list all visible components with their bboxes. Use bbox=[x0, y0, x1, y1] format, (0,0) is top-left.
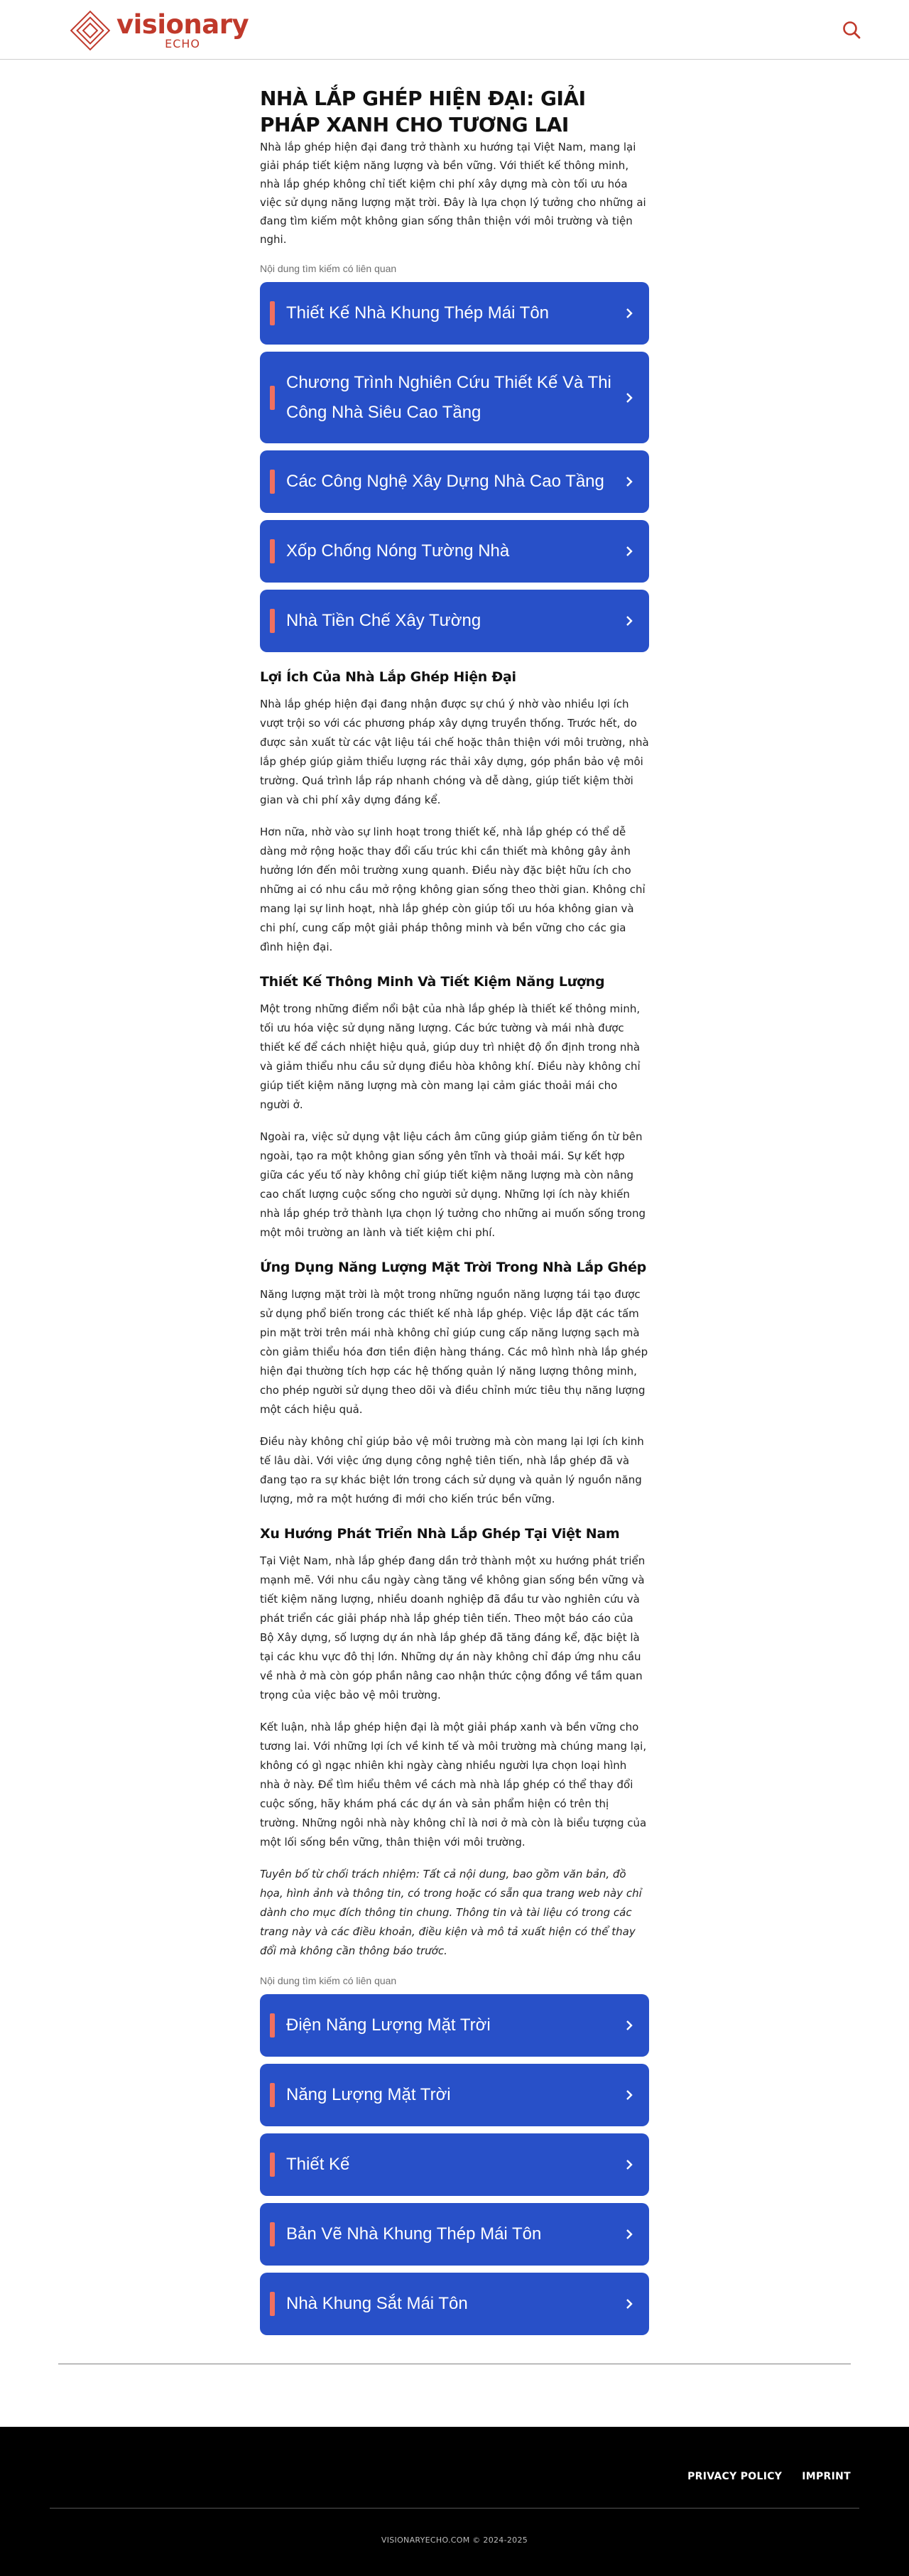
diamond-logo-icon bbox=[67, 7, 114, 54]
related-item[interactable] bbox=[260, 2273, 649, 2335]
chevron-right-icon bbox=[624, 2229, 635, 2240]
chevron-right-icon bbox=[624, 2298, 635, 2310]
section-heading: Thiết Kế Thông Minh Và Tiết Kiệm Năng Lượng bbox=[260, 974, 605, 990]
related-item-label: Chương Trình Nghiên Cứu Thiết Kế Và Thi Công Nhà Siêu Cao Tầng bbox=[286, 372, 611, 422]
related-item[interactable] bbox=[260, 352, 649, 443]
paragraph: Điều này không chỉ giúp bảo vệ môi trường mà còn mang lại lợi ích kinh tế lâu dài. Với việc ứng dụng công nghệ tiên tiến, nhà lắp ghép đã và đang tạo ra sự khác biệt lớn trong cách sử dụng và quản lý nguồn năng lượng, mở ra một hướng đi mới cho kiến trúc bền vững. bbox=[260, 1435, 644, 1505]
related-label-top: Nội dung tìm kiếm có liên quan bbox=[260, 263, 397, 274]
related-item-label: Nhà Khung Sắt Mái Tôn bbox=[286, 2294, 468, 2313]
logo-subtitle: ECHO bbox=[165, 37, 200, 50]
imprint-link[interactable]: IMPRINT bbox=[802, 2471, 851, 2482]
site-header bbox=[0, 0, 909, 60]
related-item-label: Bản Vẽ Nhà Khung Thép Mái Tôn bbox=[286, 2224, 542, 2244]
related-item-label: Các Công Nghệ Xây Dựng Nhà Cao Tầng bbox=[286, 472, 604, 491]
accent-bar bbox=[270, 539, 275, 563]
related-list-top bbox=[260, 282, 649, 652]
paragraph: Nhà lắp ghép hiện đại đang nhận được sự chú ý nhờ vào nhiều lợi ích vượt trội so với các phương pháp xây dựng truyền thống. Trước hết, do được sản xuất từ các vật liệu tái chế hoặc thân thiện với môi trường, nhà lắp ghép giúp giảm thiểu lượng rác thải xây dựng, góp phần bảo vệ môi trường. Quá trình lắp ráp nhanh chóng và dễ dàng, giúp tiết kiệm thời gian và chi phí xây dựng đáng kể. bbox=[260, 698, 649, 806]
paragraph: Một trong những điểm nổi bật của nhà lắp ghép là thiết kế thông minh, tối ưu hóa việc sử dụng năng lượng. Các bức tường và mái nhà được thiết kế để cách nhiệt hiệu quả, giúp duy trì nhiệt độ ổn định trong nhà và giảm thiểu nhu cầu sử dụng điều hòa không khí. Điều này không chỉ giúp tiết kiệm năng lượng mà còn mang lại cảm giác thoải mái cho người ở. bbox=[260, 1002, 641, 1111]
accent-bar bbox=[270, 301, 275, 325]
chevron-right-icon bbox=[624, 308, 635, 319]
accent-bar bbox=[270, 470, 275, 494]
related-item[interactable] bbox=[260, 2133, 649, 2196]
related-item-label: Thiết Kế Nhà Khung Thép Mái Tôn bbox=[286, 303, 550, 323]
chevron-right-icon bbox=[624, 476, 635, 487]
footer-divider bbox=[50, 2508, 859, 2509]
related-item-label: Xốp Chống Nóng Tường Nhà bbox=[286, 541, 510, 561]
chevron-right-icon bbox=[624, 392, 635, 404]
related-item-label: Năng Lượng Mặt Trời bbox=[286, 2085, 451, 2104]
related-item[interactable] bbox=[260, 590, 649, 652]
paragraph: Tại Việt Nam, nhà lắp ghép đang dần trở thành một xu hướng phát triển mạnh mẽ. Với nhu cầu ngày càng tăng về không gian sống bền vững và tiết kiệm năng lượng, nhiều doanh nghiệp đã đầu tư vào nghiên cứu và phát triển các giải pháp nhà lắp ghép tiên tiến. Theo một báo cáo của Bộ Xây dựng, số lượng dự án nhà lắp ghép đã tăng đáng kể, đặc biệt là tại các khu vực đô thị lớn. Những dự án này không chỉ đáp ứng nhu cầu về nhà ở mà còn góp phần nâng cao nhận thức cộng đồng về tầm quan trọng của việc bảo vệ môi trường. bbox=[260, 1554, 646, 1701]
page-title: NHÀ LẮP GHÉP HIỆN ĐẠI: GIẢI PHÁP XANH CHO TƯƠNG LAI bbox=[260, 87, 586, 136]
related-item[interactable] bbox=[260, 450, 649, 513]
footer-nav bbox=[687, 2471, 851, 2482]
chevron-right-icon bbox=[624, 2020, 635, 2031]
accent-bar bbox=[270, 609, 275, 633]
related-list-bottom bbox=[260, 1994, 649, 2335]
logo-wordmark bbox=[116, 11, 249, 50]
article-main bbox=[260, 60, 649, 2335]
article-section bbox=[260, 668, 649, 957]
paragraph: Năng lượng mặt trời là một trong những nguồn năng lượng tái tạo được sử dụng phổ biến trong các thiết kế nhà lắp ghép. Việc lắp đặt các tấm pin mặt trời trên mái nhà không chỉ giúp cung cấp năng lượng sạch mà còn giảm thiểu hóa đơn tiền điện hàng tháng. Các mô hình nhà lắp ghép hiện đại thường tích hợp các hệ thống quản lý năng lượng thông minh, cho phép người sử dụng theo dõi và điều chỉnh mức tiêu thụ năng lượng một cách hiệu quả. bbox=[260, 1288, 648, 1416]
copyright-text: VISIONARYECHO.COM © 2024-2025 bbox=[381, 2536, 528, 2545]
accent-bar bbox=[270, 2153, 275, 2177]
accent-bar bbox=[270, 2013, 275, 2037]
chevron-right-icon bbox=[624, 615, 635, 627]
related-item[interactable] bbox=[260, 520, 649, 583]
chevron-right-icon bbox=[624, 2089, 635, 2101]
accent-bar bbox=[270, 2292, 275, 2316]
related-item[interactable] bbox=[260, 2064, 649, 2126]
article-section bbox=[260, 1258, 649, 1509]
article-intro: Nhà lắp ghép hiện đại đang trở thành xu hướng tại Việt Nam, mang lại giải pháp tiết kiệm năng lượng và bền vững. Với thiết kế thông minh, nhà lắp ghép không chỉ tiết kiệm chi phí xây dựng mà còn tối ưu hóa việc sử dụng năng lượng mặt trời. Đây là lựa chọn lý tưởng cho những ai đang tìm kiếm một không gian sống thân thiện với môi trường và tiện nghi. bbox=[260, 141, 646, 246]
related-label-bottom: Nội dung tìm kiếm có liên quan bbox=[260, 1975, 397, 1986]
chevron-right-icon bbox=[624, 546, 635, 557]
section-heading: Ứng Dụng Năng Lượng Mặt Trời Trong Nhà Lắp Ghép bbox=[260, 1260, 646, 1275]
disclaimer: Tuyên bố từ chối trách nhiệm: Tất cả nội dung, bao gồm văn bản, đồ họa, hình ảnh và thông tin, có trong hoặc có sẵn qua trang web này chỉ dành cho mục đích thông tin chung. Thông tin và tài liệu có trong các trang này và các điều khoản, điều kiện và mô tả xuất hiện có thể thay đổi mà không cần thông báo trước. bbox=[260, 1868, 642, 1957]
site-logo[interactable] bbox=[67, 7, 249, 54]
privacy-policy-link[interactable]: PRIVACY POLICY bbox=[687, 2471, 783, 2482]
related-item-label: Điện Năng Lượng Mặt Trời bbox=[286, 2015, 491, 2035]
logo-name: visionary bbox=[116, 9, 249, 40]
paragraph: Kết luận, nhà lắp ghép hiện đại là một giải pháp xanh và bền vững cho tương lai. Với những lợi ích về kinh tế và môi trường mà chúng mang lại, không có gì ngạc nhiên khi ngày càng nhiều người lựa chọn loại hình nhà ở này. Để tìm hiểu thêm về cách mà nhà lắp ghép có thể thay đổi cuộc sống, hãy khám phá các dự án và sản phẩm hiện có trên thị trường. Những ngôi nhà này không chỉ là nơi ở mà còn là biểu tượng của một lối sống bền vững, thân thiện với môi trường. bbox=[260, 1721, 647, 1849]
related-item-label: Thiết Kế bbox=[286, 2155, 350, 2174]
related-item[interactable] bbox=[260, 1994, 649, 2057]
article-section bbox=[260, 973, 649, 1243]
article-section bbox=[260, 1525, 649, 1852]
related-item[interactable] bbox=[260, 2203, 649, 2266]
section-heading: Lợi Ích Của Nhà Lắp Ghép Hiện Đại bbox=[260, 669, 516, 685]
accent-bar bbox=[270, 2222, 275, 2246]
chevron-right-icon bbox=[624, 2159, 635, 2170]
related-item-label: Nhà Tiền Chế Xây Tường bbox=[286, 611, 481, 630]
section-heading: Xu Hướng Phát Triển Nhà Lắp Ghép Tại Việt Nam bbox=[260, 1526, 620, 1542]
paragraph: Hơn nữa, nhờ vào sự linh hoạt trong thiết kế, nhà lắp ghép có thể dễ dàng mở rộng hoặc thay đổi cấu trúc khi cần thiết mà không gây ảnh hưởng lớn đến môi trường xung quanh. Điều này đặc biệt hữu ích cho những ai có nhu cầu mở rộng không gian sống theo thời gian. Không chỉ mang lại sự linh hoạt, nhà lắp ghép còn giúp tối ưu hóa không gian và chi phí, cung cấp một giải pháp thông minh và bền vững cho các gia đình hiện đại. bbox=[260, 826, 646, 953]
search-icon[interactable] bbox=[841, 19, 862, 40]
related-item[interactable] bbox=[260, 282, 649, 345]
paragraph: Ngoài ra, việc sử dụng vật liệu cách âm cũng giúp giảm tiếng ồn từ bên ngoài, tạo ra một không gian sống yên tĩnh và thoải mái. Sự kết hợp giữa các yếu tố này không chỉ giúp tiết kiệm năng lượng mà còn nâng cao chất lượng cuộc sống cho người sử dụng. Những lợi ích này khiến nhà lắp ghép trở thành lựa chọn lý tưởng cho những ai muốn sống trong một môi trường an lành và tiết kiệm chi phí. bbox=[260, 1130, 646, 1239]
accent-bar bbox=[270, 386, 275, 410]
accent-bar bbox=[270, 2083, 275, 2107]
